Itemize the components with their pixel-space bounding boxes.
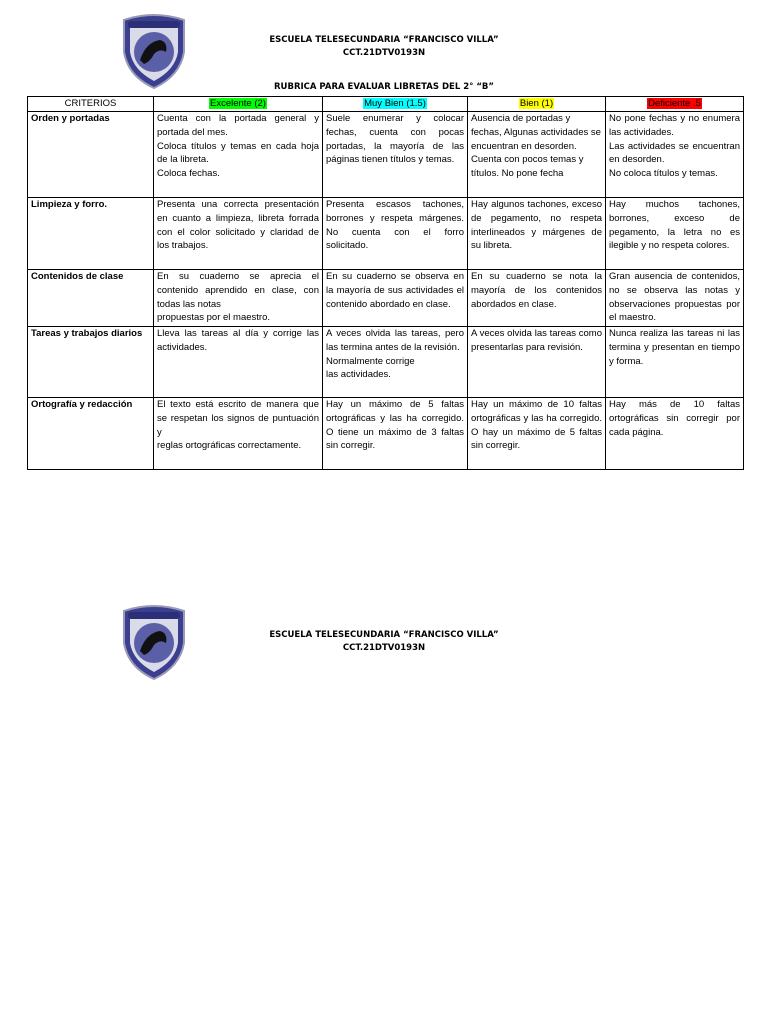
rubric-table bbox=[27, 96, 744, 470]
rubric-row-limpieza bbox=[28, 198, 744, 270]
muy-bien-cell: Suele enumerar y colocar fechas, cuenta con pocas portadas, la mayoría de las páginas tienen títulos y temas. bbox=[323, 112, 468, 198]
muy-bien-cell: En su cuaderno se observa en la mayoría de sus actividades el contenido abordado en clase. bbox=[323, 270, 468, 327]
bien-cell: Hay un máximo de 10 faltas ortográficas y las ha corregido. O hay un máximo de 5 faltas sin corregir. bbox=[468, 398, 606, 470]
muy-bien-cell: A veces olvida las tareas, pero las termina antes de la revisión. Normalmente corrige las actividades. bbox=[323, 327, 468, 398]
criterio-cell: Tareas y trabajos diarios bbox=[28, 327, 154, 398]
school-cct: CCT.21DTV0193N bbox=[342, 643, 426, 653]
muy-bien-cell: Hay un máximo de 5 faltas ortográficas y las ha corregido. O tiene un máximo de 3 faltas sin corregir. bbox=[323, 398, 468, 470]
column-header-bien: Bien (1) bbox=[468, 97, 606, 112]
excelente-cell: Lleva las tareas al día y corrige las actividades. bbox=[154, 327, 323, 398]
excelente-cell: El texto está escrito de manera que se respetan los signos de puntuación y reglas ortográficas correctamente. bbox=[154, 398, 323, 470]
criterio-cell: Orden y portadas bbox=[28, 112, 154, 198]
bien-cell: Hay algunos tachones, exceso de pegamento, no respeta interlineados y márgenes de su libreta. bbox=[468, 198, 606, 270]
muy-bien-cell: Presenta escasos tachones, borrones y respeta márgenes. No cuenta con el forro solicitado. bbox=[323, 198, 468, 270]
school-name: ESCUELA TELESECUNDARIA “FRANCISCO VILLA” bbox=[269, 630, 499, 640]
excelente-cell: Presenta una correcta presentación en cuanto a limpieza, libreta forrada con el color solicitado y claridad de los trabajos. bbox=[154, 198, 323, 270]
column-header-deficiente: Deficiente .5 bbox=[606, 97, 744, 112]
deficiente-cell: No pone fechas y no enumera las actividades. Las actividades se encuentran en desorden. No coloca títulos y temas. bbox=[606, 112, 744, 198]
rubric-row-orden bbox=[28, 112, 744, 198]
criterio-cell: Ortografía y redacción bbox=[28, 398, 154, 470]
rubric-row-contenidos bbox=[28, 270, 744, 327]
column-header-muy-bien: Muy Bien (1.5) bbox=[323, 97, 468, 112]
rubric-header-row bbox=[28, 97, 744, 112]
column-header-criterios: CRITERIOS bbox=[28, 97, 154, 112]
bien-cell: Ausencia de portadas y fechas, Algunas actividades se encuentran en desorden. Cuenta con pocos temas y títulos. No pone fecha bbox=[468, 112, 606, 198]
column-header-excelente: Excelente (2) bbox=[154, 97, 323, 112]
deficiente-cell: Hay más de 10 faltas ortográficas sin corregir por cada página. bbox=[606, 398, 744, 470]
excelente-cell: En su cuaderno se aprecia el contenido aprendido en clase, con todas las notas propuestas por el maestro. bbox=[154, 270, 323, 327]
school-cct: CCT.21DTV0193N bbox=[342, 48, 426, 58]
rubric-title: RUBRICA PARA EVALUAR LIBRETAS DEL 2° “B” bbox=[274, 82, 494, 92]
criterio-cell: Limpieza y forro. bbox=[28, 198, 154, 270]
school-name: ESCUELA TELESECUNDARIA “FRANCISCO VILLA” bbox=[269, 35, 499, 45]
deficiente-cell: Hay muchos tachones, borrones, exceso de pegamento, la letra no es ilegible y no respeta colores. bbox=[606, 198, 744, 270]
bien-cell: A veces olvida las tareas como presentarlas para revisión. bbox=[468, 327, 606, 398]
bien-cell: En su cuaderno se nota la mayoría de los contenidos abordados en clase. bbox=[468, 270, 606, 327]
rubric-row-ortografia bbox=[28, 398, 744, 470]
rubric-row-tareas bbox=[28, 327, 744, 398]
excelente-cell: Cuenta con la portada general y portada del mes. Coloca títulos y temas en cada hoja de la libreta. Coloca fechas. bbox=[154, 112, 323, 198]
deficiente-cell: Gran ausencia de contenidos, no se observa las notas y observaciones propuestas por el maestro. bbox=[606, 270, 744, 327]
criterio-cell: Contenidos de clase bbox=[28, 270, 154, 327]
deficiente-cell: Nunca realiza las tareas ni las termina y presentan en tiempo y forma. bbox=[606, 327, 744, 398]
